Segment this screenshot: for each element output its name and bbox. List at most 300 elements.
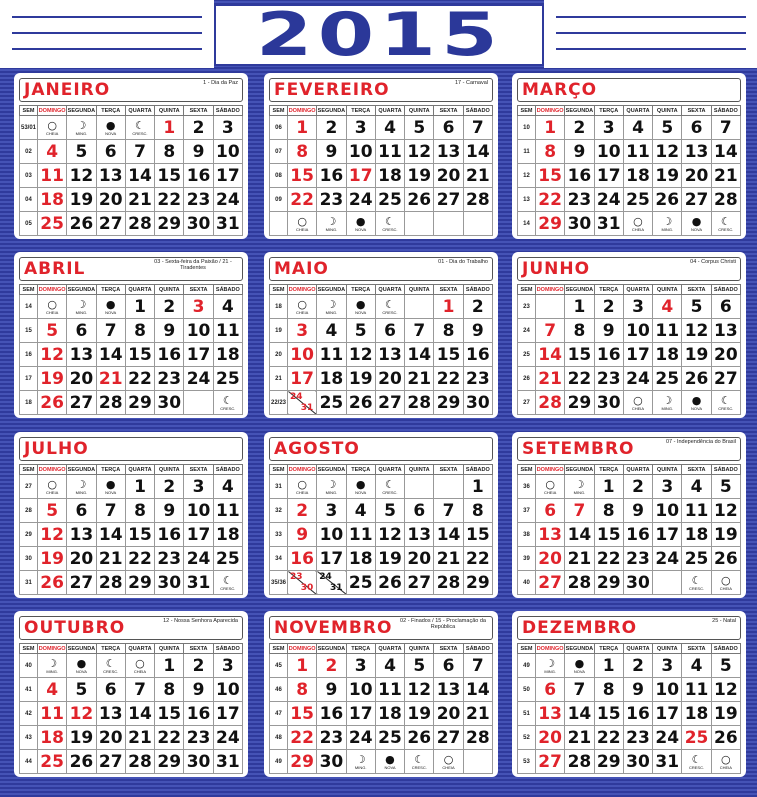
empty-cell bbox=[184, 391, 213, 415]
day-cell: 10 bbox=[623, 319, 652, 343]
weekday-header: SEM bbox=[270, 285, 288, 295]
week-number: 26 bbox=[518, 367, 536, 391]
day-cell: 3 bbox=[346, 654, 375, 678]
moon-phase-icon: ○ CHEIA bbox=[623, 391, 652, 415]
week-number: 42 bbox=[20, 702, 38, 726]
moon-phase-icon: ● NOVA bbox=[682, 212, 711, 236]
empty-cell bbox=[536, 295, 565, 319]
moon-phase-icon: ☾ CRESC. bbox=[375, 212, 404, 236]
day-cell: 10 bbox=[184, 499, 213, 523]
day-cell: 17 bbox=[213, 702, 242, 726]
weekday-header: DOMINGO bbox=[38, 286, 66, 293]
day-cell: 8 bbox=[155, 678, 184, 702]
week-row bbox=[20, 343, 243, 367]
day-cell: 6 bbox=[96, 140, 125, 164]
weekday-header: QUARTA bbox=[623, 285, 652, 295]
day-cell: 14 bbox=[565, 523, 594, 547]
day-cell: 4 bbox=[375, 654, 404, 678]
week-row bbox=[20, 188, 243, 212]
day-cell: 26 bbox=[67, 212, 96, 236]
week-row bbox=[270, 319, 493, 343]
day-cell: 2 bbox=[155, 295, 184, 319]
day-cell: 18 bbox=[623, 164, 652, 188]
day-cell: 5 bbox=[346, 319, 375, 343]
weekday-header: SEXTA bbox=[184, 285, 213, 295]
day-cell: 16 bbox=[155, 523, 184, 547]
week-row bbox=[20, 116, 243, 140]
moon-phase-icon: ● NOVA bbox=[346, 295, 375, 319]
week-number: 25 bbox=[518, 343, 536, 367]
day-cell: 11 bbox=[346, 523, 375, 547]
moon-phase-icon: ● NOVA bbox=[96, 116, 125, 140]
month-card bbox=[512, 611, 746, 777]
week-number: 18 bbox=[270, 295, 288, 319]
day-cell: 15 bbox=[536, 164, 565, 188]
day-cell: 26 bbox=[405, 726, 434, 750]
day-cell: 12 bbox=[38, 523, 67, 547]
week-row bbox=[270, 475, 493, 499]
weekday-header: QUINTA bbox=[405, 644, 434, 654]
day-cell: 26 bbox=[38, 571, 67, 595]
month-table bbox=[517, 105, 741, 236]
week-row bbox=[270, 547, 493, 571]
moon-phase-icon: ● NOVA bbox=[96, 475, 125, 499]
day-cell: 14 bbox=[463, 140, 492, 164]
day-cell: 14 bbox=[463, 678, 492, 702]
week-row bbox=[518, 164, 741, 188]
week-number: 08 bbox=[270, 164, 288, 188]
week-number: 16 bbox=[20, 343, 38, 367]
day-cell: 22 bbox=[594, 726, 623, 750]
day-cell: 27 bbox=[67, 571, 96, 595]
day-cell: 25 bbox=[38, 750, 67, 774]
day-cell: 28 bbox=[125, 212, 154, 236]
weekday-header: QUARTA bbox=[623, 644, 652, 654]
day-cell: 22 bbox=[434, 367, 463, 391]
day-cell: 28 bbox=[463, 726, 492, 750]
month-header bbox=[19, 257, 243, 281]
week-number: 31 bbox=[20, 571, 38, 595]
week-number: 27 bbox=[518, 391, 536, 415]
week-number: 23 bbox=[518, 295, 536, 319]
day-cell: 14 bbox=[565, 702, 594, 726]
day-cell: 18 bbox=[213, 343, 242, 367]
week-row bbox=[270, 164, 493, 188]
week-number: 18 bbox=[20, 391, 38, 415]
day-cell: 3 bbox=[594, 116, 623, 140]
day-cell: 18 bbox=[375, 702, 404, 726]
moon-phase-icon: ☽ MING. bbox=[38, 654, 67, 678]
day-cell: 23 bbox=[623, 726, 652, 750]
day-cell: 29 bbox=[155, 750, 184, 774]
weekday-header: QUARTA bbox=[125, 644, 154, 654]
weekday-header: SEXTA bbox=[434, 106, 463, 116]
week-row bbox=[518, 523, 741, 547]
day-cell: 20 bbox=[96, 188, 125, 212]
month-header bbox=[19, 78, 243, 102]
day-cell: 24 bbox=[594, 188, 623, 212]
moon-phase-icon: ● NOVA bbox=[346, 212, 375, 236]
week-number: 07 bbox=[270, 140, 288, 164]
moon-phase-icon: ☾ CRESC. bbox=[96, 654, 125, 678]
day-cell: 8 bbox=[434, 319, 463, 343]
day-cell: 9 bbox=[623, 499, 652, 523]
day-cell: 8 bbox=[463, 499, 492, 523]
day-cell: 4 bbox=[213, 295, 242, 319]
weekday-header: DOMINGO bbox=[288, 466, 316, 473]
day-cell: 23 bbox=[184, 188, 213, 212]
day-cell: 28 bbox=[96, 571, 125, 595]
weekday-header: SEGUNDA bbox=[317, 286, 346, 293]
day-cell: 29 bbox=[594, 571, 623, 595]
day-cell: 19 bbox=[711, 523, 740, 547]
day-cell: 10 bbox=[346, 678, 375, 702]
day-cell: 19 bbox=[38, 367, 67, 391]
day-cell: 29 bbox=[565, 391, 594, 415]
day-cell: 21 bbox=[463, 702, 492, 726]
month-table bbox=[19, 464, 243, 595]
day-cell: 16 bbox=[463, 343, 492, 367]
day-cell: 20 bbox=[682, 164, 711, 188]
week-row bbox=[20, 319, 243, 343]
day-cell: 11 bbox=[653, 319, 682, 343]
weekday-header: SÁBADO bbox=[463, 465, 492, 475]
day-cell: 28 bbox=[565, 571, 594, 595]
weekday-header: SÁBADO bbox=[213, 106, 242, 116]
week-number: 31 bbox=[270, 475, 288, 499]
day-cell: 5 bbox=[67, 678, 96, 702]
month-holidays: 25 - Natal bbox=[712, 618, 736, 624]
day-cell: 3 bbox=[213, 116, 242, 140]
day-cell: 31 bbox=[184, 571, 213, 595]
weekday-header: TERÇA bbox=[346, 644, 375, 654]
header-left-panel bbox=[0, 0, 214, 68]
day-cell: 22 bbox=[125, 367, 154, 391]
month-card bbox=[512, 73, 746, 239]
weekday-header: SÁBADO bbox=[711, 644, 740, 654]
month-table bbox=[269, 284, 493, 415]
weekday-header: SEGUNDA bbox=[317, 645, 346, 652]
weekday-header: QUARTA bbox=[623, 465, 652, 475]
month-table bbox=[269, 464, 493, 595]
day-cell: 24 bbox=[346, 726, 375, 750]
day-cell: 24 bbox=[184, 367, 213, 391]
moon-phase-icon: ☽ MING. bbox=[317, 295, 346, 319]
month-table bbox=[269, 643, 493, 774]
day-cell: 19 bbox=[711, 702, 740, 726]
weekday-header: SÁBADO bbox=[213, 285, 242, 295]
moon-phase-icon: ○ CHEIA bbox=[288, 475, 317, 499]
moon-phase-icon: ● NOVA bbox=[682, 391, 711, 415]
day-cell: 23 bbox=[594, 367, 623, 391]
day-cell: 30 bbox=[155, 571, 184, 595]
moon-phase-icon: ☾ CRESC. bbox=[711, 391, 740, 415]
week-row bbox=[20, 571, 243, 595]
month-table bbox=[269, 105, 493, 236]
weekday-header: SEM bbox=[518, 285, 536, 295]
week-number: 17 bbox=[20, 367, 38, 391]
week-row bbox=[20, 726, 243, 750]
week-row bbox=[20, 391, 243, 415]
day-cell: 15 bbox=[155, 164, 184, 188]
week-number: 20 bbox=[270, 343, 288, 367]
moon-phase-icon: ☾ CRESC. bbox=[213, 571, 242, 595]
month-card bbox=[264, 73, 498, 239]
week-row bbox=[20, 475, 243, 499]
day-cell: 15 bbox=[125, 343, 154, 367]
moon-phase-icon: ○ CHEIA bbox=[434, 750, 463, 774]
day-cell: 10 bbox=[213, 140, 242, 164]
week-row bbox=[518, 678, 741, 702]
day-cell: 23 bbox=[155, 547, 184, 571]
day-cell: 7 bbox=[434, 499, 463, 523]
day-cell: 16 bbox=[594, 343, 623, 367]
month-table bbox=[517, 643, 741, 774]
day-cell: 28 bbox=[405, 391, 434, 415]
day-cell: 25 bbox=[346, 571, 375, 595]
day-cell: 22 bbox=[155, 726, 184, 750]
week-number: 52 bbox=[518, 726, 536, 750]
day-cell: 12 bbox=[38, 343, 67, 367]
month-card bbox=[14, 611, 248, 777]
month-name: MAIO bbox=[274, 259, 329, 279]
day-cell: 20 bbox=[375, 367, 404, 391]
day-cell: 7 bbox=[96, 499, 125, 523]
day-cell: 19 bbox=[67, 188, 96, 212]
day-cell: 9 bbox=[184, 140, 213, 164]
day-cell: 30 bbox=[623, 571, 652, 595]
week-row bbox=[518, 750, 741, 774]
week-row bbox=[518, 212, 741, 236]
day-cell: 12 bbox=[375, 523, 404, 547]
day-cell: 8 bbox=[594, 499, 623, 523]
day-cell: 12 bbox=[405, 678, 434, 702]
day-cell: 4 bbox=[317, 319, 346, 343]
day-cell: 18 bbox=[375, 164, 404, 188]
day-cell: 16 bbox=[317, 164, 346, 188]
day-cell: 13 bbox=[434, 678, 463, 702]
day-cell: 19 bbox=[346, 367, 375, 391]
day-cell: 6 bbox=[434, 116, 463, 140]
day-cell: 1 bbox=[536, 116, 565, 140]
month-name: OUTUBRO bbox=[24, 618, 126, 638]
weekday-header: TERÇA bbox=[594, 644, 623, 654]
day-cell: 21 bbox=[463, 164, 492, 188]
day-cell: 19 bbox=[682, 343, 711, 367]
weekday-header: QUINTA bbox=[405, 465, 434, 475]
weekday-header: SEGUNDA bbox=[67, 645, 96, 652]
day-cell: 17 bbox=[594, 164, 623, 188]
moon-phase-icon: ☾ CRESC. bbox=[375, 475, 404, 499]
month-holidays: 07 - Independência do Brasil bbox=[665, 439, 736, 445]
day-cell: 26 bbox=[67, 750, 96, 774]
week-number: 14 bbox=[20, 295, 38, 319]
weekday-header: SÁBADO bbox=[711, 106, 740, 116]
day-cell: 13 bbox=[711, 319, 740, 343]
day-cell: 14 bbox=[125, 702, 154, 726]
month-card bbox=[14, 432, 248, 598]
split-day-cell: 24 31 bbox=[288, 391, 317, 415]
week-number: 49 bbox=[270, 750, 288, 774]
weekday-header: DOMINGO bbox=[288, 107, 316, 114]
day-cell: 19 bbox=[375, 547, 404, 571]
day-cell: 23 bbox=[155, 367, 184, 391]
weekday-header: SEGUNDA bbox=[317, 107, 346, 114]
weekday-header: QUINTA bbox=[653, 285, 682, 295]
day-cell: 7 bbox=[536, 319, 565, 343]
weekday-header: DOMINGO bbox=[38, 645, 66, 652]
week-number: 14 bbox=[518, 212, 536, 236]
day-cell: 5 bbox=[38, 499, 67, 523]
week-row bbox=[518, 188, 741, 212]
day-cell: 11 bbox=[375, 140, 404, 164]
weekday-header: SEM bbox=[20, 465, 38, 475]
weekday-header: SEM bbox=[270, 644, 288, 654]
day-cell: 9 bbox=[288, 523, 317, 547]
week-number: 38 bbox=[518, 523, 536, 547]
day-cell: 11 bbox=[623, 140, 652, 164]
day-cell: 15 bbox=[288, 702, 317, 726]
week-row bbox=[20, 212, 243, 236]
weekday-header: QUINTA bbox=[653, 106, 682, 116]
day-cell: 7 bbox=[565, 678, 594, 702]
week-row bbox=[270, 116, 493, 140]
day-cell: 31 bbox=[594, 212, 623, 236]
week-row bbox=[270, 367, 493, 391]
day-cell: 8 bbox=[125, 319, 154, 343]
day-cell: 10 bbox=[213, 678, 242, 702]
day-cell: 25 bbox=[682, 547, 711, 571]
day-cell: 18 bbox=[653, 343, 682, 367]
day-cell: 11 bbox=[213, 499, 242, 523]
month-name: MARÇO bbox=[522, 80, 598, 100]
weekday-header: SEXTA bbox=[682, 465, 711, 475]
year-title: 2015 bbox=[255, 0, 503, 70]
day-cell: 19 bbox=[67, 726, 96, 750]
month-card bbox=[264, 432, 498, 598]
day-cell: 17 bbox=[653, 702, 682, 726]
day-cell: 28 bbox=[463, 188, 492, 212]
day-cell: 2 bbox=[317, 116, 346, 140]
day-cell: 1 bbox=[288, 116, 317, 140]
week-number: 32 bbox=[270, 499, 288, 523]
weekday-header: QUARTA bbox=[375, 465, 404, 475]
day-cell: 4 bbox=[653, 295, 682, 319]
weekday-header: DOMINGO bbox=[38, 466, 66, 473]
day-cell: 5 bbox=[405, 116, 434, 140]
day-cell: 9 bbox=[594, 319, 623, 343]
weekday-header: DOMINGO bbox=[288, 645, 316, 652]
day-cell: 15 bbox=[434, 343, 463, 367]
weekday-header: SÁBADO bbox=[213, 465, 242, 475]
day-cell: 25 bbox=[213, 547, 242, 571]
weekday-header: TERÇA bbox=[96, 106, 125, 116]
weekday-header: TERÇA bbox=[594, 465, 623, 475]
moon-phase-icon: ☽ MING. bbox=[317, 475, 346, 499]
weekday-header: QUARTA bbox=[125, 106, 154, 116]
day-cell: 23 bbox=[317, 726, 346, 750]
day-cell: 12 bbox=[346, 343, 375, 367]
week-number: 53/01 bbox=[20, 116, 38, 140]
day-cell: 15 bbox=[594, 523, 623, 547]
day-cell: 13 bbox=[96, 164, 125, 188]
month-holidays: 12 - Nossa Senhora Aparecida bbox=[163, 618, 238, 624]
day-cell: 22 bbox=[288, 726, 317, 750]
week-row bbox=[518, 547, 741, 571]
day-cell: 21 bbox=[434, 547, 463, 571]
day-cell: 23 bbox=[317, 188, 346, 212]
empty-cell bbox=[463, 750, 492, 774]
weekday-header: SÁBADO bbox=[463, 644, 492, 654]
week-row bbox=[270, 391, 493, 415]
day-cell: 23 bbox=[565, 188, 594, 212]
day-cell: 29 bbox=[463, 571, 492, 595]
day-cell: 13 bbox=[434, 140, 463, 164]
day-cell: 29 bbox=[536, 212, 565, 236]
weekday-header: SEM bbox=[270, 106, 288, 116]
day-cell: 5 bbox=[711, 475, 740, 499]
weekday-header: SEXTA bbox=[682, 106, 711, 116]
moon-phase-icon: ○ CHEIA bbox=[38, 116, 67, 140]
weekday-header: TERÇA bbox=[96, 644, 125, 654]
day-cell: 15 bbox=[288, 164, 317, 188]
day-cell: 29 bbox=[125, 571, 154, 595]
weekday-header: QUINTA bbox=[405, 285, 434, 295]
month-header bbox=[517, 257, 741, 281]
week-row bbox=[518, 116, 741, 140]
day-cell: 1 bbox=[155, 116, 184, 140]
weekday-header: QUARTA bbox=[125, 285, 154, 295]
day-cell: 1 bbox=[434, 295, 463, 319]
weekday-header: TERÇA bbox=[594, 285, 623, 295]
week-row bbox=[20, 164, 243, 188]
day-cell: 22 bbox=[288, 188, 317, 212]
day-cell: 21 bbox=[565, 726, 594, 750]
day-cell: 20 bbox=[711, 343, 740, 367]
weekday-header: SEXTA bbox=[434, 285, 463, 295]
month-name: JANEIRO bbox=[24, 80, 111, 100]
weekday-header: SEXTA bbox=[682, 644, 711, 654]
month-name: ABRIL bbox=[24, 259, 86, 279]
day-cell: 12 bbox=[405, 140, 434, 164]
day-cell: 6 bbox=[434, 654, 463, 678]
day-cell: 16 bbox=[288, 547, 317, 571]
weekday-header: SEXTA bbox=[184, 465, 213, 475]
day-cell: 9 bbox=[155, 319, 184, 343]
day-cell: 30 bbox=[594, 391, 623, 415]
week-number: 45 bbox=[270, 654, 288, 678]
weekday-header: DOMINGO bbox=[536, 107, 564, 114]
day-cell: 3 bbox=[623, 295, 652, 319]
week-row bbox=[518, 702, 741, 726]
day-cell: 22 bbox=[565, 367, 594, 391]
day-cell: 10 bbox=[594, 140, 623, 164]
week-number: 24 bbox=[518, 319, 536, 343]
day-cell: 2 bbox=[184, 654, 213, 678]
day-cell: 24 bbox=[184, 547, 213, 571]
week-row bbox=[518, 391, 741, 415]
moon-phase-icon: ● NOVA bbox=[67, 654, 96, 678]
weekday-header: SEXTA bbox=[434, 644, 463, 654]
month-header bbox=[269, 78, 493, 102]
day-cell: 18 bbox=[317, 367, 346, 391]
day-cell: 21 bbox=[96, 367, 125, 391]
month-holidays: 17 - Carnaval bbox=[454, 80, 488, 86]
day-cell: 20 bbox=[536, 726, 565, 750]
weekday-header: SEM bbox=[20, 285, 38, 295]
weekday-header: SEXTA bbox=[184, 644, 213, 654]
day-cell: 23 bbox=[623, 547, 652, 571]
